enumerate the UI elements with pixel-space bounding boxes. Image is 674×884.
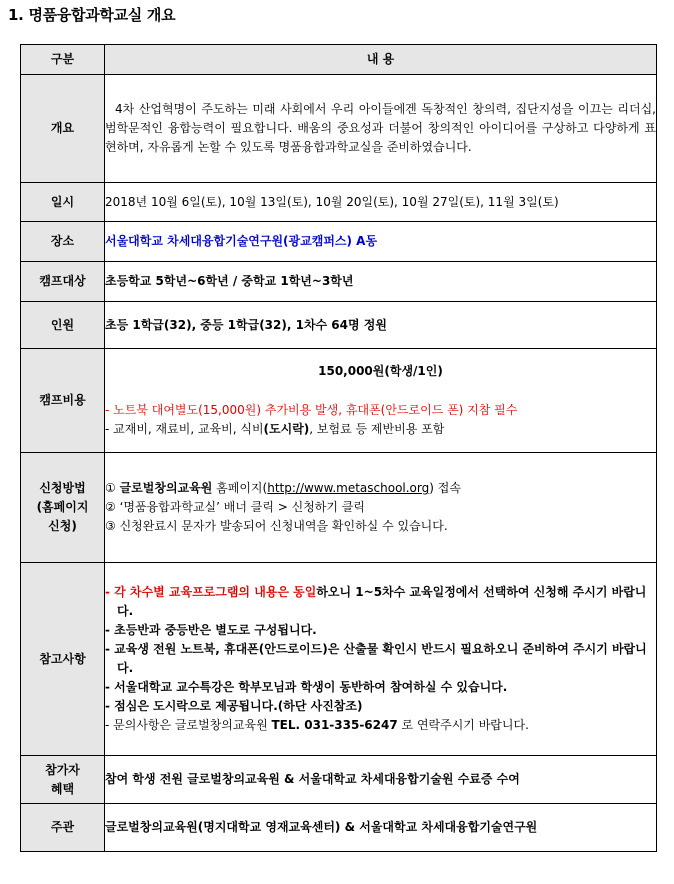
note-item-6-suffix: 로 연락주시기 바랍니다. [397,718,529,732]
cost-label: 캠프비용 [21,349,105,453]
venue-text: 서울대학교 차세대융합기술연구원(광교캠퍼스) A동 [105,222,657,262]
table-header-row [21,45,657,75]
section-heading: 1. 명품융합과학교실 개요 [8,6,176,24]
cost-note-lunch: (도시락) [263,422,310,436]
cost-note-prefix: - 교재비, 재료비, 교육비, 식비 [105,422,264,436]
note-item-6-phone: TEL. 031-335-6247 [271,718,398,732]
overview-label: 개요 [21,75,105,183]
venue-label: 장소 [21,222,105,262]
cost-note-included [105,420,656,439]
host-label: 주관 [21,804,105,852]
cost-note-laptop: - 노트북 대여별도(15,000원) 추가비용 발생, 휴대폰(안드로이드 폰) 지참 필수 [105,403,518,417]
overview-paragraph: 4차 산업혁명이 주도하는 미래 사회에서 우리 아이들에겐 독창적인 창의력, 집단지성을 이끄는 리더십, 범학문적인 융합능력이 필요합니다. 배움의 중요성과 더불어 창의적인 아이디어를 구상하고 다양하게 표현하며, 자유롭게 논할 수 있도록 명품융합과학교실을 준비하였습니다. [105,102,656,154]
row-dates [21,183,657,222]
header-label-cell: 구분 [21,45,105,75]
note-item-6-prefix: - 문의사항은 글로벌창의교육원 [105,718,272,732]
row-host [21,804,657,852]
capacity-text: 초등 1학급(32), 중등 1학급(32), 1차수 64명 정원 [105,302,657,349]
note-item-4: - 서울대학교 교수특강은 학부모님과 학생이 동반하여 참여하실 수 있습니다. [105,680,508,694]
notes-label: 참고사항 [21,563,105,756]
benefit-label-line1: 참가자 [45,762,80,777]
apply-step1-mid: 홈페이지( [212,481,268,495]
host-text: 글로벌창의교육원(명지대학교 영재교육센터) & 서울대학교 차세대융합기술연구원 [105,804,657,852]
cost-price: 150,000원(학생/1인) [318,364,443,378]
apply-step2: ② ‘명품융합과학교실’ 배너 클릭 > 신청하기 클릭 [105,500,365,514]
note-item-1 [105,583,656,621]
cost-note-suffix: , 보험료 등 제반비용 포함 [309,422,445,436]
dates-text: 2018년 10월 6일(토), 10월 13일(토), 10월 20일(토), 10월 27일(토), 11월 3일(토) [105,183,657,222]
row-target [21,262,657,302]
note-item-5: - 점심은 도시락으로 제공됩니다.(하단 사진참조) [105,699,363,713]
row-benefit [21,756,657,804]
note-item-6 [105,716,656,735]
notes-content [105,563,657,756]
dates-label: 일시 [21,183,105,222]
apply-step1-num: ① [105,481,116,495]
apply-label-line1: 신청방법 [39,481,86,495]
row-venue [21,222,657,262]
row-cost [21,349,657,453]
benefit-label-line2: 혜택 [50,781,75,796]
row-apply [21,453,657,563]
apply-step3: ③ 신청완료시 문자가 발송되어 신청내역을 확인하실 수 있습니다. [105,519,448,533]
row-notes [21,563,657,756]
capacity-label: 인원 [21,302,105,349]
benefit-label [21,756,105,804]
apply-step1-end: ) 접속 [429,481,461,495]
apply-step1-org: 글로벌창의교육원 [119,481,213,495]
target-text: 초등학교 5학년~6학년 / 중학교 1학년~3학년 [105,262,657,302]
apply-label-line3: 신청) [48,519,77,533]
overview-table [20,44,657,852]
target-label: 캠프대상 [21,262,105,302]
note-item-3: - 교육생 전원 노트북, 휴대폰(안드로이드)은 산출물 확인시 반드시 필요하오니 준비하여 주시기 바랍니다. [105,642,647,675]
apply-label-line2: (홈페이지 [36,500,89,514]
row-overview [21,75,657,183]
overview-text [105,75,657,183]
benefit-text: 참여 학생 전원 글로벌창의교육원 & 서울대학교 차세대융합기술원 수료증 수여 [105,756,657,804]
header-content-cell: 내 용 [105,45,657,75]
cost-content [105,349,657,453]
note-item-1-rest: 하오니 1~5차수 교육일정에서 선택하여 신청해 주시기 바랍니다. [117,585,647,618]
row-capacity [21,302,657,349]
metaschool-link[interactable]: http://www.metaschool.org [267,481,430,495]
note-item-1-red: - 각 차수별 교육프로그램의 내용은 동일 [105,585,317,599]
note-item-2: - 초등반과 중등반은 별도로 구성됩니다. [105,623,317,637]
apply-step1 [105,479,656,498]
apply-content [105,453,657,563]
apply-label [21,453,105,563]
